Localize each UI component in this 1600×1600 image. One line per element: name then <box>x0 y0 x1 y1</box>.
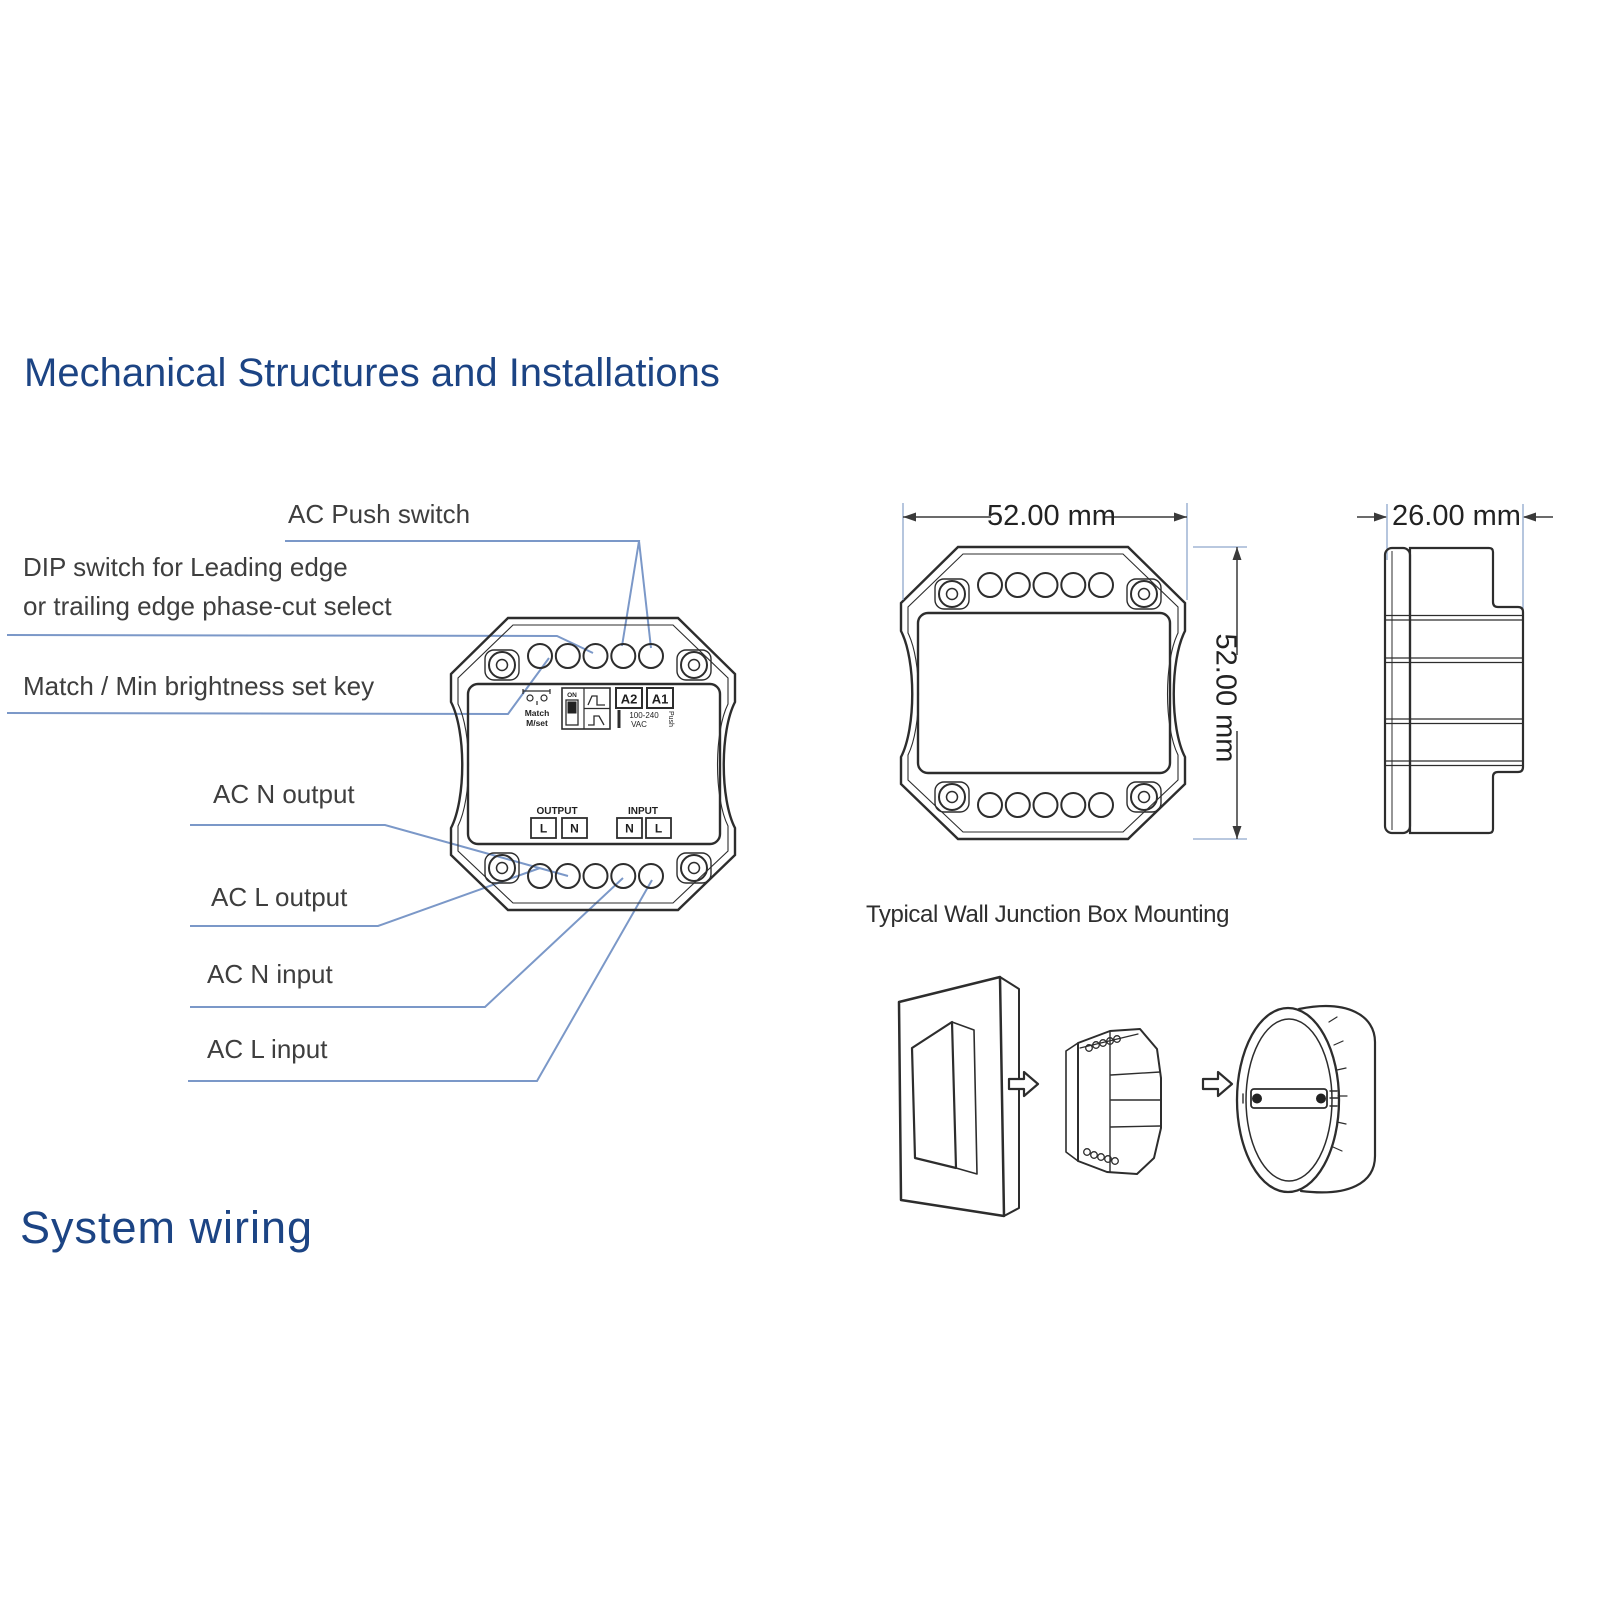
dimension-width-label: 52.00 mm <box>987 500 1116 532</box>
callout-ac-n-input: AC N input <box>207 959 333 989</box>
callout-dip-switch-line2: or trailing edge phase-cut select <box>23 591 392 621</box>
arrow-right-icon <box>1009 1072 1038 1096</box>
output-group-label: OUTPUT <box>536 806 578 817</box>
mset-key-label: M/set <box>526 718 548 728</box>
input-terminal-n: N <box>625 821 634 836</box>
callout-dip-switch-line1: DIP switch for Leading edge <box>23 552 348 582</box>
output-terminal-l: L <box>539 821 548 836</box>
device-side-view <box>1385 548 1523 833</box>
output-terminal-n: N <box>570 821 579 836</box>
callout-ac-n-output: AC N output <box>213 779 355 809</box>
voltage-range-label: 100-240 <box>629 711 659 720</box>
mounting-sequence <box>899 977 1375 1216</box>
terminal-a2-label: A2 <box>620 691 638 707</box>
voltage-unit-label: VAC <box>631 720 647 729</box>
dip-toggle-knob <box>568 702 577 714</box>
callout-ac-push-switch: AC Push switch <box>288 499 471 529</box>
match-key-label: Match <box>524 708 550 718</box>
dip-on-label: ON <box>567 692 577 699</box>
arrow-right-icon <box>1203 1072 1232 1096</box>
section-title-mechanical: Mechanical Structures and Installations <box>24 351 720 395</box>
dimension-height-label: 52.00 mm <box>1209 633 1242 763</box>
terminal-a1-label: A1 <box>651 691 669 707</box>
junction-box-drawing <box>1237 1006 1375 1192</box>
device-front-view <box>451 618 735 910</box>
dimension-depth-label: 26.00 mm <box>1392 500 1521 532</box>
input-terminal-l: L <box>654 821 663 836</box>
push-terminal-label: Push <box>667 711 674 727</box>
device-dimension-view <box>901 547 1185 839</box>
callout-ac-l-input: AC L input <box>207 1034 328 1064</box>
section-title-system-wiring: System wiring <box>20 1202 314 1253</box>
wall-plate-drawing <box>899 977 1019 1216</box>
input-group-label: INPUT <box>628 806 658 817</box>
callout-ac-l-output: AC L output <box>211 882 348 912</box>
dimmer-3d-drawing <box>1066 1029 1161 1174</box>
callout-match-key: Match / Min brightness set key <box>23 671 375 701</box>
mounting-subtitle: Typical Wall Junction Box Mounting <box>866 901 1230 928</box>
